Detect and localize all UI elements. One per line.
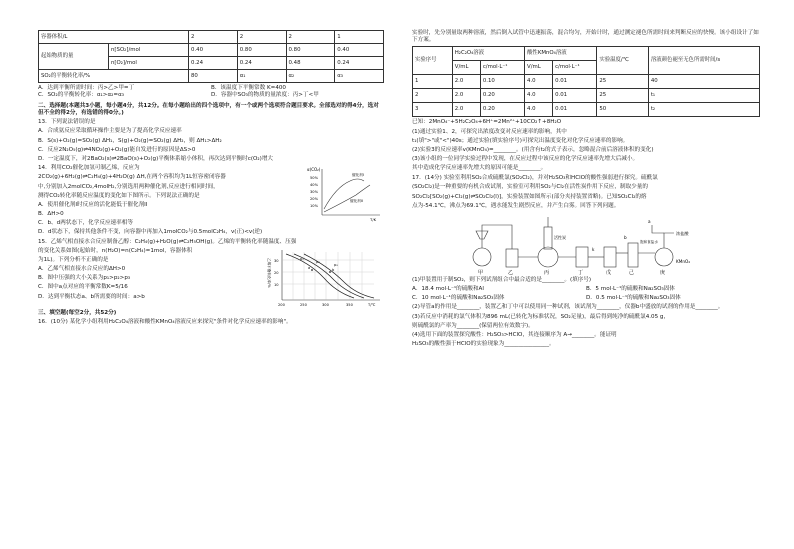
label-bing: 丙: [544, 269, 550, 275]
experiment-intro: 实验时，先分别量取两种溶液，然后倒入试管中迅速振荡，混合均匀，开始计时，通过测定褪色所需时间来判断反应的快慢。该小组设计了如下方案。: [412, 30, 759, 43]
column-bing: [544, 227, 552, 249]
label-a: a: [308, 265, 311, 270]
q14-line: 14．利用CO₂催化加氢可制乙烯，反应为: [38, 165, 140, 172]
table-cell: 2: [286, 31, 335, 44]
table-cell: 0.24: [189, 57, 238, 70]
q16-line: (2)实验3的反应速率v(KMnO₄)=________。(用含有t₂的式子表示，忽略混合前后溶液体积的变化): [412, 146, 654, 153]
table-cell: 80: [189, 70, 238, 83]
table-cell: 起始物质的量: [39, 44, 109, 70]
curve-p3: [304, 254, 374, 298]
table-cell: 2.0: [452, 89, 480, 103]
table-cell: 4.0: [525, 75, 553, 89]
q16-line: (1)通过实验1、2，可探究出浓度改变对反应速率的影响，其中: [412, 128, 567, 135]
y-axis-label: 乙烯平衡转化率/%: [267, 257, 271, 288]
table-cell: 1: [335, 31, 384, 44]
table-cell: n[SO₂]/mol: [109, 44, 189, 57]
table-cell: 4.0: [525, 89, 553, 103]
q14-line: 中,分别加入2molCO₂,4molH₂,分别选用两种催化剂,反应进行相同时间，: [38, 183, 219, 190]
q15-line: 的变化关系如图(起始时，n(H₂O)=n(C₂H₄)=1mol，容器体积: [38, 247, 193, 254]
label-p3: p₃: [334, 262, 338, 267]
table-cell: H₂C₂O₄溶液: [452, 47, 524, 61]
q17-line: 点为-54.1℃，沸点为69.1℃，遇水能发生剧烈反应，并产生白雾。回答下列问题。: [412, 202, 620, 209]
left-column: [38, 30, 384, 326]
q17-options-row1: [412, 286, 760, 293]
label-wu: 戊: [606, 269, 612, 275]
table-cell: t₂: [648, 103, 759, 117]
y-tick: 10%: [310, 204, 318, 209]
q17-part: (2)导管a的作用是________，装置乙和丁中可以使用同一种试剂，该试剂为________，仪器b中盛放的试剂的作用是________。: [412, 304, 724, 311]
curve-catalyst-2: [324, 185, 370, 212]
question-14: [38, 165, 384, 236]
table-cell: 0.01: [553, 75, 597, 89]
section-2-title: 二、选择题(本题共3小题，每小题4分，共12分。在每小题给出的四个选项中，有一个或两个选项符合题目要求。全部选对的得4分，选对但不全的得2分，有选错的得0分。): [38, 103, 379, 117]
q13-option-b: B．S(s)+O₂(g)=SO₂(g) ΔH₁，S(g)+O₂(g)=SO₂(g) ΔH₂，则 ΔH₁>ΔH₂: [38, 137, 222, 144]
q14-line: 2CO₂(g)+6H₂(g)⇌C₂H₄(g)+4H₂O(g) ΔH,在两个容积均为1L恒容密闭容器: [38, 174, 226, 181]
table-cell: α₂: [286, 70, 335, 83]
ethylene-figure: [264, 248, 384, 310]
table-row: [413, 47, 760, 61]
table-row: [413, 103, 760, 117]
question-15: [38, 238, 384, 307]
table-cell: 4.0: [525, 103, 553, 117]
y-tick: 10: [274, 282, 279, 287]
label-p1: p₁: [300, 256, 304, 261]
bottle-wu: [604, 247, 616, 267]
q14-option-a: A．使用催化剂I时反应的活化能低于催化剂II: [38, 201, 148, 208]
table-cell: 0.80: [286, 44, 335, 57]
q13-option-d: D．一定温度下，对2BaO₂(s)⇌2BaO(s)+O₂(g)平衡体系缩小体积，再次达到平衡时c(O₂)增大: [38, 156, 274, 162]
equilibrium-table: [38, 30, 384, 83]
q16-line: t₁(填">"或"<")40s；通过实验(填实验序号)可探究出温度变化对化学反应速率的影响。: [412, 137, 629, 144]
q17-part: 则硫酰氯的产率为________(保留两位有效数字)。: [412, 322, 534, 329]
flask-jia: [473, 248, 491, 266]
table-row: [413, 75, 760, 89]
table-cell: 50: [597, 103, 649, 117]
option-c: C．SO₂的平衡转化率：α₁>α₂=α₃: [38, 92, 125, 99]
q13-option-a: A．合成氨反应采取循环操作主要是为了提高化学反应速率: [38, 128, 182, 135]
q17-line: 17．(14分) 实验室利用SO₂合成硫酰氯(SO₂Cl₂)，并对H₂SO₃和HClO的酸性强弱进行探究。硫酰氯: [412, 175, 658, 182]
tube-a: [652, 225, 664, 233]
label-p2: p₂: [316, 259, 320, 264]
label-nacl: 饱和食盐水: [640, 239, 658, 244]
q16-line: (3)该小组的一位同学实验过程中发现，在反应过程中该反应的化学反应速率先增大后减小。: [412, 156, 639, 163]
bottle-yi: [506, 249, 518, 267]
table-cell: 0.40: [189, 44, 238, 57]
x-axis-label: T/K: [370, 217, 377, 223]
table-cell: 2.0: [452, 103, 480, 117]
table-cell: 0.20: [480, 89, 524, 103]
option-d: D．0.5 mol·L⁻¹的硫酸和Na₂SO₃固体: [586, 295, 681, 302]
table-cell: 3: [413, 103, 453, 117]
q15-option-a: A．乙烯气相直接水合反应的ΔH>0: [38, 266, 126, 273]
q17-options-row2: [412, 295, 760, 302]
curve-p1: [286, 254, 354, 298]
x-tick: 200: [278, 302, 285, 307]
apparatus-figure: [412, 213, 760, 275]
table-cell: 0.40: [335, 44, 384, 57]
q12-options-row2: [38, 92, 384, 99]
table-cell: 25: [597, 75, 649, 89]
q14-option-b: B．ΔH>0: [38, 211, 64, 218]
table-cell: 酸性KMnO₄溶液: [525, 47, 597, 61]
option-a: A．18.4 mol·L⁻¹的硫酸和Al: [412, 286, 484, 293]
label-b: b: [332, 267, 335, 272]
table-cell: 0.01: [553, 103, 597, 117]
point-a: [311, 269, 313, 271]
option-d: D．容器中SO₃的物质的量浓度：丙>丁<甲: [211, 92, 319, 99]
table-row: [413, 89, 760, 103]
question-13: 13．下列说法错误的是: [38, 119, 96, 126]
q17-part: (3)若反应中消耗的氯气体积为896 mL(已转化为标准状况，SO₂足量)，最后得到纯净的硫酰氯4.05 g，: [412, 313, 670, 320]
apparatus-svg: [412, 213, 760, 275]
table-cell: 2: [189, 31, 238, 44]
label-geng: 庚: [660, 269, 666, 275]
q17-part: H₂SO₃的酸性强于HClO的实验现象为________________。: [412, 341, 555, 348]
q17-line: (SO₂Cl₂)是一种重要的有机合成试剂，实验室可利用SO₂与Cl₂在活性炭作用下反应，制取少量的: [412, 184, 648, 191]
table-cell: 0.01: [553, 89, 597, 103]
q15-option-c: C．图中a点对应的平衡常数K=5/16: [38, 284, 128, 291]
x-tick: 250: [300, 302, 307, 307]
table-cell: 40: [648, 75, 759, 89]
table-cell: 容器体积/L: [39, 31, 189, 44]
table-cell: 实验温度/℃: [597, 47, 649, 75]
table-cell: 0.80: [237, 44, 286, 57]
curve-p2: [294, 254, 364, 298]
curve-catalyst-1: [324, 179, 364, 209]
label-b: b: [624, 234, 627, 240]
table-cell: t₁: [648, 89, 759, 103]
question-16: 16．(10分) 某化学小组利用H₂C₂O₄溶液和酸性KMnO₄溶液反应来探究"条件对化学反应速率的影响"。: [38, 318, 292, 325]
label-a: a: [648, 218, 651, 224]
q17-line: SO₂Cl₂[SO₂(g)+Cl₂(g)⇌SO₂Cl₂(l)]，实验装置如图所示(部分夹持装置省略)。已知SO₂Cl₂的熔: [412, 193, 647, 200]
table-cell: 实验序号: [413, 47, 453, 75]
label-carbon: 活性炭: [554, 234, 566, 240]
table-cell: 1: [413, 75, 453, 89]
q13-option-c: C．反应2N₂O₅(g)⇌4NO₂(g)+O₂(g)能自发进行的原因是ΔS>0: [38, 146, 196, 153]
option-c: C．10 mol·L⁻¹的硫酸和Na₂SO₃固体: [412, 295, 505, 302]
table-cell: 0.20: [480, 103, 524, 117]
table-cell: V/mL: [452, 61, 480, 75]
table-cell: SO₂的平衡转化率/%: [39, 70, 189, 83]
flask-bing: [538, 247, 558, 267]
table-cell: 0.24: [237, 57, 286, 70]
table-cell: 溶液颜色褪至无色所需时间/s: [648, 47, 759, 75]
label-ji: 己: [629, 269, 635, 275]
option-a: A．达到平衡所需时间：丙>乙>甲=丁: [38, 85, 135, 92]
x-tick: 350: [346, 302, 353, 307]
label-yi: 乙: [508, 269, 514, 275]
q15-line: 为1L)。下列分析不正确的是: [38, 256, 109, 263]
x-tick: 300: [322, 302, 329, 307]
q17-part: (1)甲装置用于制SO₂，则下列试剂组合中最合适的是________。(填序号): [412, 276, 592, 283]
flask-geng: [655, 248, 673, 266]
table-cell: 25: [597, 89, 649, 103]
known-equation: 已知：2MnO₄⁻+5H₂C₂O₄+6H⁺=2Mn²⁺+10CO₂↑+8H₂O: [412, 119, 562, 126]
table-cell: 2: [413, 89, 453, 103]
ethylene-figure-svg: [264, 248, 384, 310]
table-row: [39, 31, 384, 44]
q15-line: 15．乙烯气相直接水合反应制备乙醇：C₂H₄(g)+H₂O(g)⇌C₂H₅OH(g)。乙烯的平衡转化率随温度、压强: [38, 238, 297, 245]
x-axis-label: T/℃: [368, 302, 376, 307]
label-ding: 丁: [578, 269, 584, 275]
table-cell: 0.10: [480, 75, 524, 89]
label-hcl: 浓盐酸: [676, 230, 689, 236]
bottle-ding: [576, 247, 588, 267]
table-cell: α₁: [237, 70, 286, 83]
table-cell: c/mol·L⁻¹: [553, 61, 597, 75]
y-tick: 40%: [310, 183, 318, 188]
pipe-1: [482, 225, 512, 249]
section-3-title: 三、填空题(每空2分，共52分): [38, 309, 117, 316]
table-cell: V/mL: [525, 61, 553, 75]
q14-line: 测得CO₂转化率随反应温度的变化如下图所示。下列说法正确的是: [38, 192, 200, 199]
table-cell: 2.0: [452, 75, 480, 89]
right-column: [412, 30, 760, 348]
y-tick: 30: [274, 258, 279, 263]
table-cell: c/mol·L⁻¹: [480, 61, 524, 75]
q14-option-c: C．b、d两状态下，化学反应速率相等: [38, 220, 133, 227]
label-k: k: [592, 246, 595, 252]
conversion-figure-svg: [306, 165, 384, 223]
conversion-figure: [306, 165, 384, 223]
y-tick: 20%: [310, 197, 318, 202]
y-tick: 30%: [310, 190, 318, 195]
y-tick: 20: [274, 270, 279, 275]
table-row: [39, 44, 384, 57]
curve-label-1: 催化剂I: [352, 173, 364, 178]
experiment-table: [412, 46, 760, 117]
label-jia: 甲: [478, 269, 484, 275]
table-cell: α₃: [335, 70, 384, 83]
bottle-ji: [628, 243, 638, 267]
q17-part: (4)选用下面的装置探究酸性：H₂SO₃>HClO，其连接顺序为 A→________。能证明: [412, 331, 617, 338]
q15-option-b: B．图中压强的大小关系为p₁>p₂>p₃: [38, 275, 131, 282]
y-axis-label: α(CO₂): [307, 167, 321, 173]
label-kmno4: KMnO₄: [676, 258, 690, 264]
table-cell: n[O₂]/mol: [109, 57, 189, 70]
table-cell: 0.24: [335, 57, 384, 70]
curve-label-2: 催化剂II: [350, 199, 363, 204]
option-b: B．该温度下平衡常数 K=400: [211, 85, 286, 92]
grid: [282, 252, 374, 300]
tube-geng: [664, 233, 674, 248]
point-b: [329, 271, 331, 273]
q15-option-d: D．达到平衡状态a、b所需要的时间：a>b: [38, 293, 145, 300]
q16-line: 其中造成化学反应速率先增大的原因可能是________。: [412, 165, 547, 172]
table-cell: 2: [237, 31, 286, 44]
option-b: B．5 mol·L⁻¹的硫酸和Na₂SO₃固体: [586, 286, 675, 293]
q14-option-d: D．d状态下，保持其他条件不变，向容器中再加入1molCO₂与0.5molC₂H₄，v(正)<v(逆): [38, 229, 263, 236]
table-cell: 0.48: [286, 57, 335, 70]
y-tick: 50%: [310, 176, 318, 181]
table-row: [39, 70, 384, 83]
